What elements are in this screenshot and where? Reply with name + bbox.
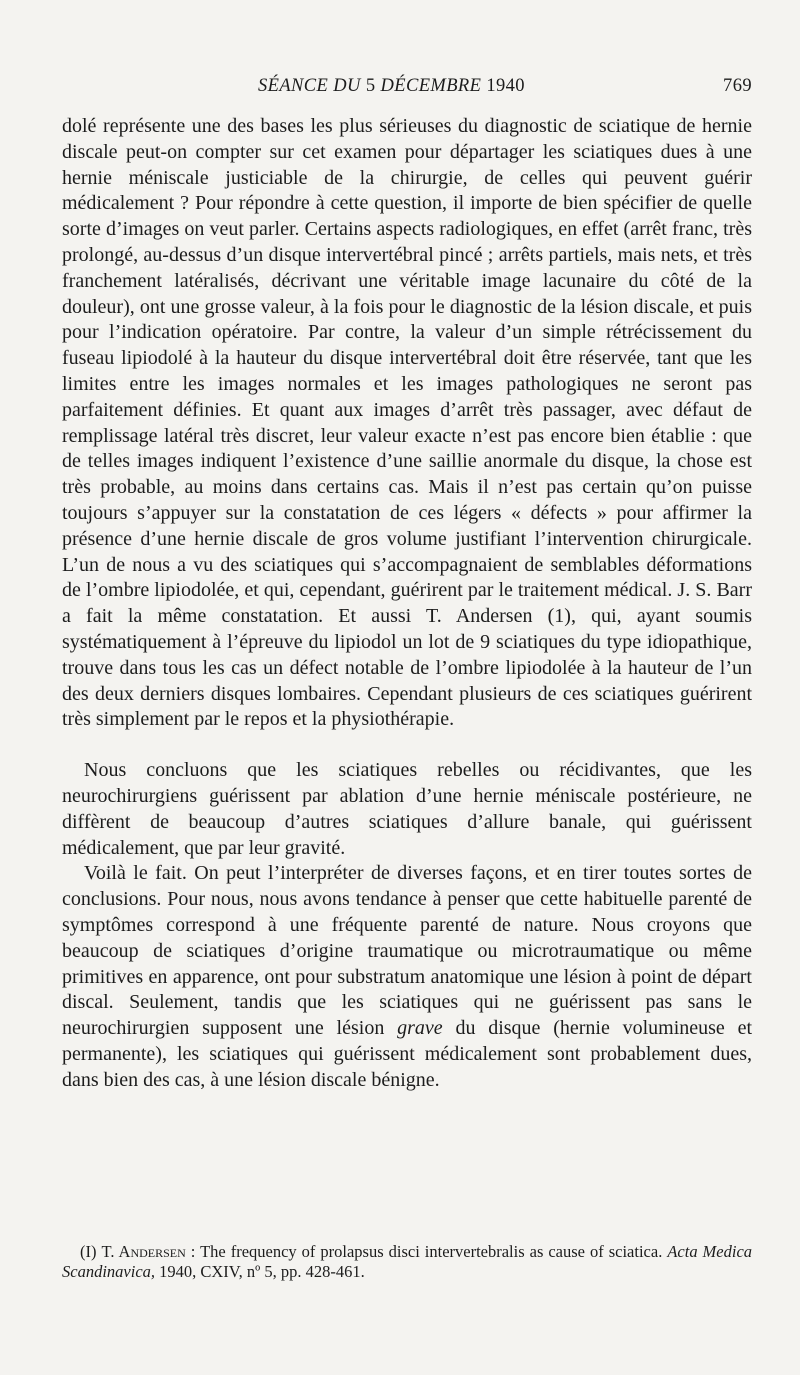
paragraph-3 <box>62 861 752 1093</box>
header-day: 5 <box>365 76 376 96</box>
emphasis-grave: grave <box>397 1017 443 1040</box>
paragraph-3-part-2: du disque (hernie volumineuse et permanente), les sciatiques qui guérissent médicalement sont probablement dues, dans bien des cas, à une lésion discale bénigne. <box>62 1017 753 1091</box>
page-number: 769 <box>723 76 752 96</box>
article-body <box>62 114 752 1093</box>
paragraph-1: dolé représente une des bases les plus sérieuses du diagnostic de sciatique de hernie discale peut-on compter sur cet examen pour départager les sciatiques dues à une hernie méniscale justiciable de la chirurgie, de celles qui peuvent guérir médicalement ? Pour répondre à cette question, il importe de bien spécifier de quelle sorte d’images on veut parler. Certains aspects radiologiques, en effet (arrêt franc, très prolongé, au-dessus d’un disque intervertébral pincé ; arrêts partiels, mais nets, et très franchement latéralisés, décrivant une véritable image lacunaire du côté de la douleur), ont une grosse valeur, à la fois pour le diagnostic de la lésion discale, et puis pour l’indication opératoire. Par contre, la valeur d’un simple rétrécissement du fuseau lipiodolé à la hauteur du disque intervertébral doit être réservée, tant que les limites entre les images normales et les images pathologiques ne seront pas parfaitement définies. Et quant aux images d’arrêt très passager, avec défaut de remplissage latéral très discret, leur valeur exacte n’est pas encore bien établie : que de telles images indiquent l’existence d’une saillie anormale du disque, la chose est très probable, au moins dans certains cas. Mais il n’est pas certain qu’on puisse toujours s’appuyer sur la constatation de ces légers « défects » pour affirmer la présence d’une hernie discale de gros volume justifiant l’intervention chirurgicale. L’un de nous a vu des sciatiques qui s’accompagnaient de semblables déformations de l’ombre lipiodolée, et qui, cependant, guérirent par le traitement médical. J. S. Barr a fait la même constatation. Et aussi T. Andersen (1), qui, ayant soumis systématiquement à l’épreuve du lipiodol un lot de 9 sciatiques du type idiopathique, trouve dans tous les cas un défect notable de l’ombre lipiodolée à la hauteur de l’un des deux derniers disques lombaires. Cependant plusieurs de ces sciatiques guérirent très simplement par le repos et la physiothérapie. <box>62 115 752 731</box>
footnote-journal: Acta Medica Scandinavica, <box>62 1242 753 1281</box>
paragraph-3-part-1: Voilà le fait. On peut l’interpréter de diverses façons, et en tirer toutes sortes de conclusions. Pour nous, nous avons tendance à penser que cette habituelle parenté de symptômes correspond à une fréquente parenté de nature. Nous croyons que beaucoup de sciatiques d’origine traumatique ou microtraumatique ou même primitives en apparence, ont pour substratum anatomique une lésion à point de départ discal. Seulement, tandis que les sciatiques qui ne guérissent pas sans le neurochirurgien supposent une lésion <box>62 862 752 1040</box>
header-month: DÉCEMBRE <box>380 76 482 96</box>
footnote-marker: (I) <box>80 1242 97 1261</box>
header-title <box>258 76 525 97</box>
footnote-title: : The frequency of prolapsus disci intervertebralis as cause of sciatica. <box>190 1242 663 1261</box>
paragraph-2: Nous concluons que les sciatiques rebelles ou récidivantes, que les neurochirurgiens guérissent par ablation d’une hernie méniscale postérieure, ne diffèrent de beaucoup d’autres sciatiques d’allure banale, qui guérissent médicalement, que par leur gravité. <box>62 759 752 859</box>
footnote <box>62 1242 752 1282</box>
header-title-text: SÉANCE DU <box>258 76 361 96</box>
header-year: 1940 <box>486 76 525 96</box>
footnote-details: 1940, CXIV, nº 5, pp. 428-461. <box>159 1262 365 1281</box>
running-header <box>62 76 752 100</box>
footnote-text <box>62 1242 752 1282</box>
footnote-author: T. Andersen <box>101 1242 186 1261</box>
